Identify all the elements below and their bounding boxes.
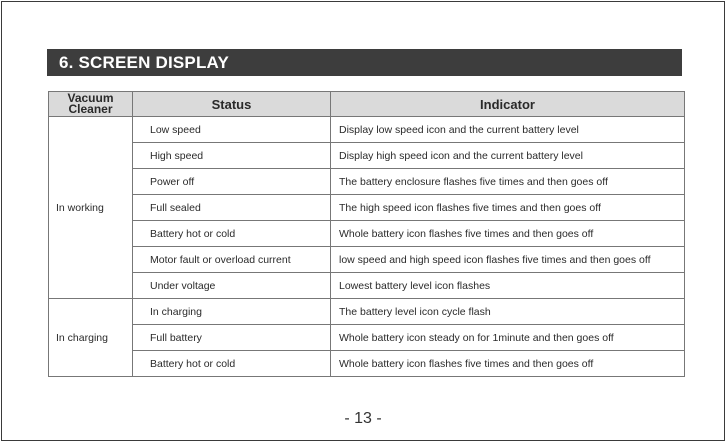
table-row (49, 247, 685, 273)
row-status: Battery hot or cold (133, 351, 331, 377)
table-row (49, 351, 685, 377)
row-status: Full sealed (133, 195, 331, 221)
page-number: - 13 - (344, 410, 382, 427)
row-indicator: The battery enclosure flashes five times and then goes off (331, 169, 685, 195)
row-indicator: Display low speed icon and the current battery level (331, 117, 685, 143)
row-indicator: Whole battery icon flashes five times and then goes off (331, 351, 685, 377)
header-vacuum-cleaner (49, 92, 133, 117)
manual-page (1, 1, 725, 441)
header-indicator: Indicator (331, 92, 685, 117)
row-status: Motor fault or overload current (133, 247, 331, 273)
row-indicator: Lowest battery level icon flashes (331, 273, 685, 299)
table-row (49, 273, 685, 299)
table-row (49, 325, 685, 351)
row-status: Low speed (133, 117, 331, 143)
table-row (49, 143, 685, 169)
table-row (49, 169, 685, 195)
row-status: Battery hot or cold (133, 221, 331, 247)
row-indicator: The high speed icon flashes five times and then goes off (331, 195, 685, 221)
section-title: 6. SCREEN DISPLAY (47, 49, 682, 76)
row-status: Power off (133, 169, 331, 195)
row-indicator: Whole battery icon steady on for 1minute and then goes off (331, 325, 685, 351)
header-vacuum-line2: Cleaner (68, 102, 113, 116)
group-in-charging: In charging (49, 299, 133, 377)
table-header-row (49, 92, 685, 117)
group-in-working: In working (49, 117, 133, 299)
row-status: Full battery (133, 325, 331, 351)
table-row (49, 221, 685, 247)
header-vacuum-line1: Vacuum (67, 91, 114, 105)
row-indicator: Whole battery icon flashes five times and then goes off (331, 221, 685, 247)
table-row (49, 195, 685, 221)
screen-display-table (48, 91, 685, 377)
header-status: Status (133, 92, 331, 117)
row-indicator: low speed and high speed icon flashes five times and then goes off (331, 247, 685, 273)
row-indicator: The battery level icon cycle flash (331, 299, 685, 325)
table-row (49, 117, 685, 143)
row-status: High speed (133, 143, 331, 169)
row-indicator: Display high speed icon and the current battery level (331, 143, 685, 169)
row-status: Under voltage (133, 273, 331, 299)
table-row (49, 299, 685, 325)
row-status: In charging (133, 299, 331, 325)
